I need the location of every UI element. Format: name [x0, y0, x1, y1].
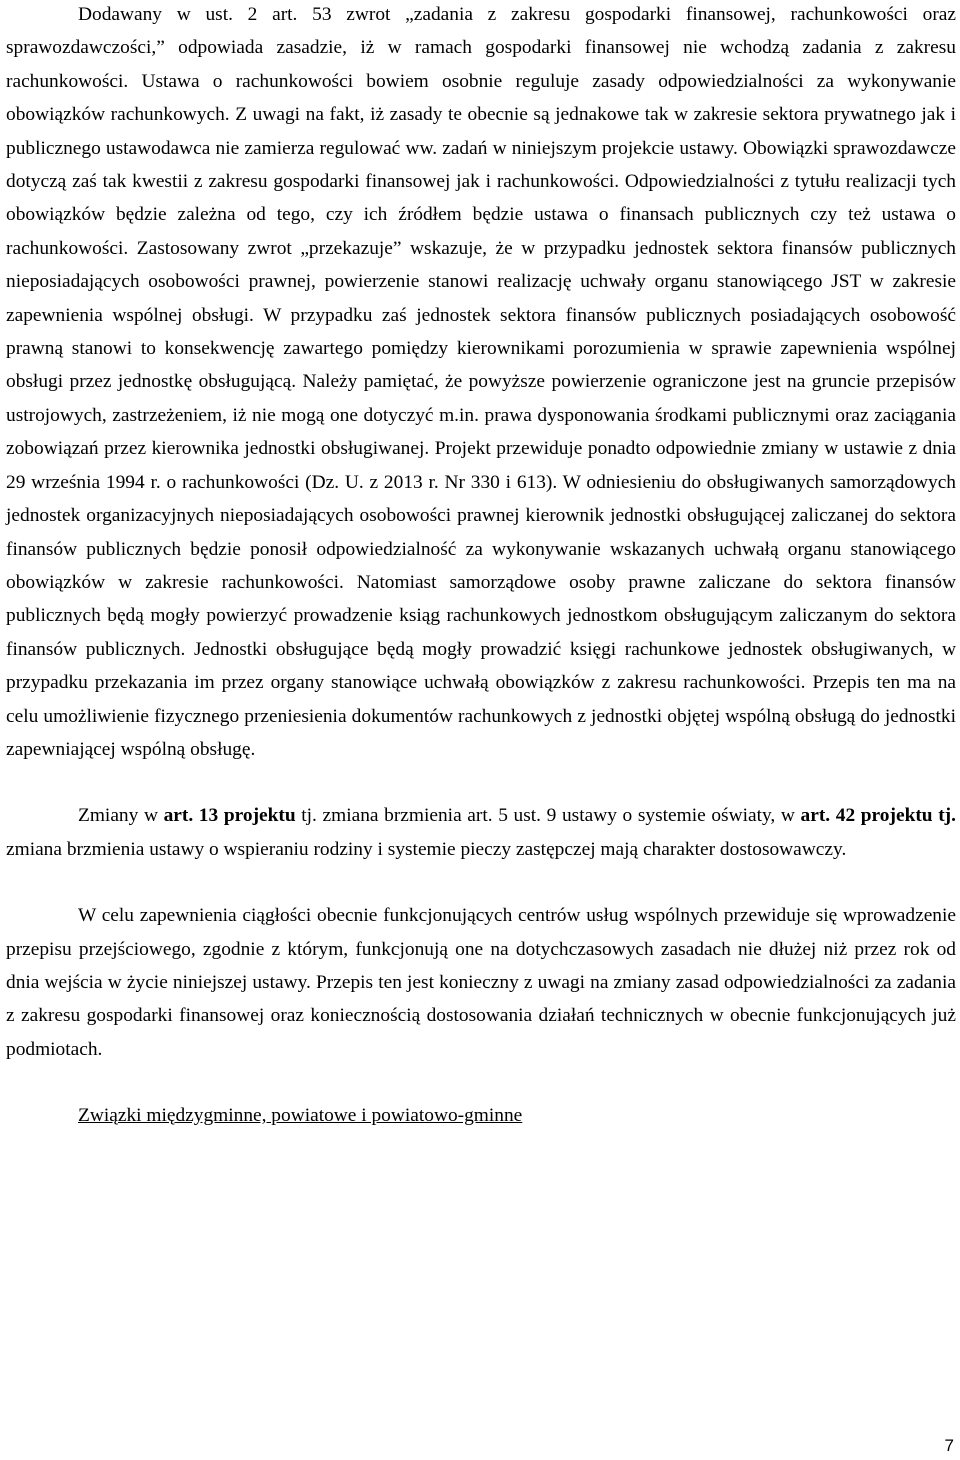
- paragraph-transitional-provision: W celu zapewnienia ciągłości obecnie funkcjonujących centrów usług wspólnych przewiduje się wprowadzenie przepisu przejściowego, zgodnie z którym, funkcjonują one na dotychczasowych zasadach nie dłużej niż przez rok od dnia wejścia w życie niniejszej ustawy. Przepis ten jest konieczny z uwagi na zmiany zasad odpowiedzialności za zadania z zakresu gospodarki finansowej oraz koniecznością dostosowania działań technicznych w obecnie funkcjonujących już podmiotach.: [6, 905, 956, 1060]
- paragraph-art-13-42: [6, 799, 956, 866]
- paragraph-art-53: Dodawany w ust. 2 art. 53 zwrot „zadania z zakresu gospodarki finansowej, rachunkowości oraz sprawozdawczości,” odpowiada zasadzie, iż w ramach gospodarki finansowej nie wchodzą zadania z zakresu rachunkowości. Ustawa o rachunkowości bowiem osobnie reguluje zasady odpowiedzialności za wykonywanie obowiązków rachunkowych. Z uwagi na fakt, iż zasady te obecnie są jednakowe tak w zakresie sektora prywatnego jak i publicznego ustawodawca nie zamierza regulować ww. zadań w niniejszym projekcie ustawy. Obowiązki sprawozdawcze dotyczą zaś tak kwestii z zakresu gospodarki finansowej jak i rachunkowości. Odpowiedzialności z tytułu realizacji tych obowiązków będzie zależna od tego, czy ich źródłem będzie ustawa o finansach publicznych czy też ustawa o rachunkowości. Zastosowany zwrot „przekazuje” wskazuje, że w przypadku jednostek sektora finansów publicznych nieposiadających osobowości prawnej, powierzenie stanowi realizację uchwały organu stanowiącego JST w zakresie zapewnienia wspólnej obsługi. W przypadku zaś jednostek sektora finansów publicznych posiadających osobowość prawną stanowi to konsekwencję zawartego pomiędzy kierownikami porozumienia w sprawie zapewnienia wspólnej obsługi przez jednostkę obsługującą. Należy pamiętać, że powyższe powierzenie ograniczone jest na gruncie przepisów ustrojowych, zastrzeżeniem, iż nie mogą one dotyczyć m.in. prawa dysponowania środkami publicznymi oraz zaciągania zobowiązań przez kierownika jednostki obsługiwanej. Projekt przewiduje ponadto odpowiednie zmiany w ustawie z dnia 29 września 1994 r. o rachunkowości (Dz. U. z 2013 r. Nr 330 i 613). W odniesieniu do obsługiwanych samorządowych jednostek organizacyjnych nieposiadających osobowości prawnej kierownik jednostki obsługującej zaliczanej do sektora finansów publicznych będzie ponosił odpowiedzialność za wykonywanie wskazanych uchwałą organu stanowiącego obowiązków w zakresie rachunkowości. Natomiast samorządowe osoby prawne zaliczane do sektora finansów publicznych będą mogły powierzyć prowadzenie ksiąg rachunkowych jednostkom obsługującym zaliczanym do sektora finansów publicznych. Jednostki obsługujące będą mogły prowadzić księgi rachunkowe jednostek obsługiwanych, w przypadku przekazania im przez organy stanowiące uchwałą obowiązków z zakresu rachunkowości. Przepis ten ma na celu umożliwienie fizycznego przeniesienia dokumentów rachunkowych z jednostki objętej wspólną obsługą do jednostki zapewniającej wspólną obsługę.: [6, 4, 956, 760]
- bold-reference: art. 13 projektu: [163, 805, 296, 827]
- bold-reference: art. 42 projektu tj.: [800, 805, 956, 827]
- document-page: [6, 0, 956, 1133]
- paragraph-text: Zmiany w: [78, 805, 164, 827]
- paragraph-text: zmiana brzmienia ustawy o wspieraniu rodziny i systemie pieczy zastępczej mają charakter dostosowawczy.: [6, 838, 847, 860]
- paragraph-text: tj. zmiana brzmienia art. 5 ust. 9 ustawy o systemie oświaty, w: [295, 805, 801, 827]
- page-number: 7: [944, 1436, 954, 1455]
- section-heading: Związki międzygminne, powiatowe i powiatowo-gminne: [78, 1105, 523, 1127]
